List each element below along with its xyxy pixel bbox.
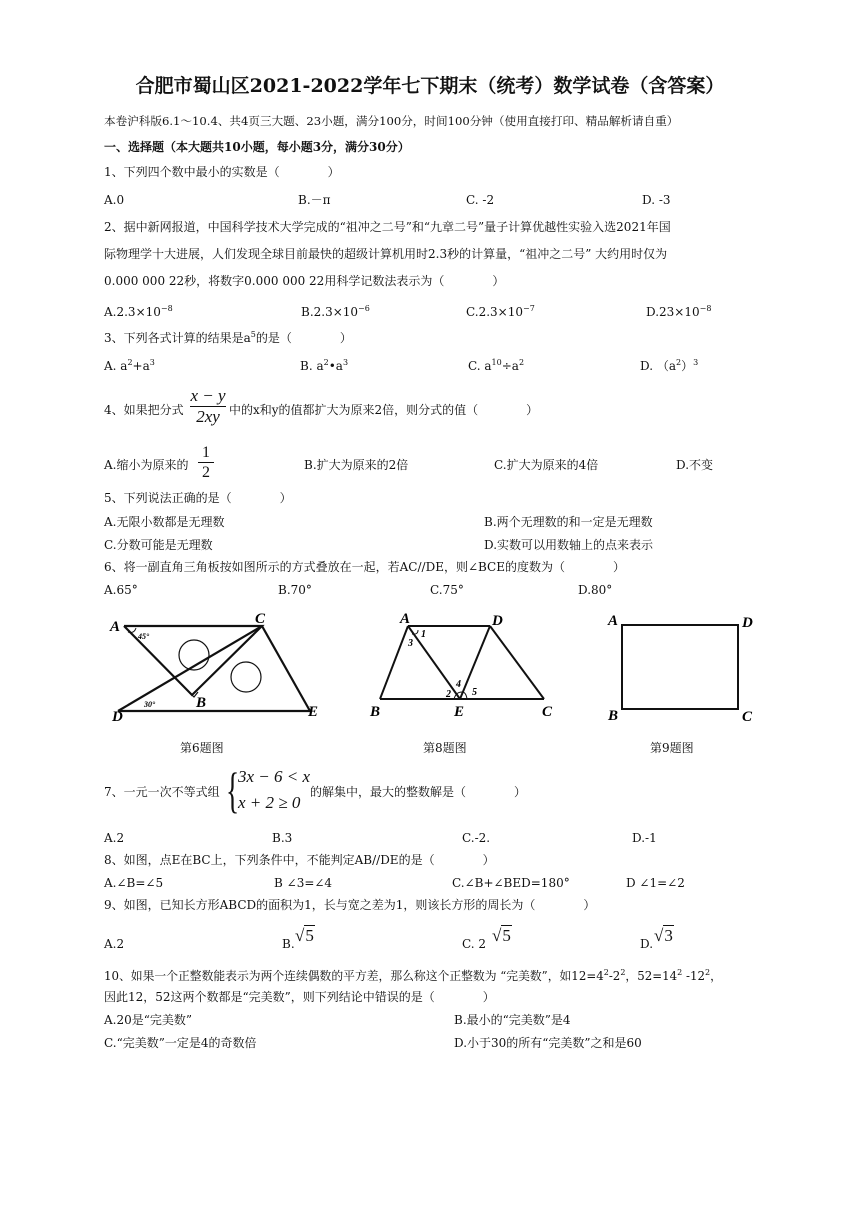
fig8-label-b: B	[370, 704, 381, 720]
q2-option-d: $D.23\times 10^{-8}$	[646, 304, 712, 319]
fig6-label-a: A	[110, 619, 121, 635]
q4-fraction-denominator: 2xy	[190, 406, 226, 427]
q3-stem: 3、下列各式计算的结果是$a^5$的是（ ）	[104, 330, 352, 345]
fig8-label-c: C	[542, 704, 553, 720]
q6-option-b: B.70°	[278, 583, 312, 597]
q2-line-2: 际物理学十大进展，人们发现全球目前最快的超级计算机用时2.3秒的计算量，“祖冲之二号” 大约用时仅为	[104, 247, 668, 261]
q9-stem: 9、如图，已知长方形ABCD的面积为1，长与宽之差为1，则该长方形的周长为（ ）	[104, 898, 596, 912]
q10-option-d: D.小于30的所有“完美数”之和是60	[454, 1036, 642, 1050]
fig9-label-d: D	[742, 615, 753, 631]
q1-stem: 1、下列四个数中最小的实数是（ ）	[104, 165, 340, 179]
q9-option-c: C. 2	[462, 937, 487, 951]
q5-option-a: A.无限小数都是无理数	[104, 515, 225, 529]
q7-option-b: B.3	[272, 831, 293, 845]
fig6-angle-30: 30°	[144, 700, 156, 709]
fig8-angle-5: 5	[472, 687, 477, 698]
fig6-label-d: D	[112, 709, 123, 722]
fig6-label-b: B	[196, 695, 207, 711]
fig8-label-a: A	[400, 611, 411, 627]
q9-option-b-radical: √5	[295, 926, 314, 945]
figure-6-caption: 第6题图	[180, 741, 224, 755]
fig6-angle-45: 45°	[138, 632, 150, 641]
fig8-label-d: D	[492, 613, 503, 629]
q3-option-d: D. $(a^2)^3$	[640, 358, 699, 373]
q8-option-d: D ∠1=∠2	[626, 876, 685, 890]
q5-option-c: C.分数可能是无理数	[104, 538, 213, 552]
q7-brace: {	[226, 762, 240, 818]
exam-info: 本卷沪科版6.1～10.4、共4页三大题、23小题，满分100分，时间100分钟（使用直接打印、精品解析请自重）	[104, 114, 679, 128]
q4-option-a-numerator: 1	[202, 444, 210, 461]
fig9-label-b: B	[608, 708, 619, 724]
q9-option-a: A.2	[104, 937, 125, 951]
q6-option-c: C.75°	[430, 583, 464, 597]
q10-line-1: 10、如果一个正整数能表示为两个连续偶数的平方差，那么称这个正整数为 “完美数”，如$12=4^2-2^2$，$52=14^2$ $-12^2$，	[104, 968, 722, 983]
q4-option-c: C.扩大为原来的4倍	[494, 458, 599, 472]
q7-stem-post: 的解集中，最大的整数解是（ ）	[310, 785, 527, 799]
q7-inequality-1: 3x − 6 < x	[238, 767, 311, 786]
q3-option-a: A. $a^2+a^3$	[104, 358, 155, 373]
q5-option-d: D.实数可以用数轴上的点来表示	[484, 538, 654, 552]
q8-option-b: B ∠3=∠4	[274, 876, 333, 890]
q4-stem-post: 中的x和y的值都扩大为原来2倍，则分式的值（ ）	[229, 403, 539, 417]
q4-fraction	[190, 386, 226, 427]
q10-option-a: A.20是“完美数”	[104, 1013, 193, 1027]
q2-line-3: 0.000 000 22秒，将数字0.000 000 22用科学记数法表示为（ ）	[104, 274, 505, 288]
q8-stem: 8、如图，点E在BC上，下列条件中，不能判定AB//DE的是（ ）	[104, 853, 495, 867]
q4-option-d: D.不变	[676, 458, 714, 472]
q4-option-a-denominator: 2	[198, 462, 214, 482]
section-heading: 一、选择题（本大题共10小题，每小题3分，满分30分）	[104, 140, 410, 154]
q7-option-d: D.-1	[632, 831, 657, 845]
q9-option-b: B.	[282, 937, 295, 951]
q9-option-d-radical: √3	[654, 926, 673, 945]
q4-stem-pre: 4、如果把分式	[104, 403, 184, 417]
q7-inequality-2: x + 2 ≥ 0	[238, 793, 301, 812]
fig8-label-e: E	[454, 704, 465, 720]
figure-9	[604, 608, 764, 726]
page-title: 合肥市蜀山区2021-2022学年七下期末（统考）数学试卷（含答案）	[135, 75, 725, 97]
q1-option-c: C. -2	[466, 193, 495, 207]
figure-8	[366, 608, 566, 720]
q5-option-b: B.两个无理数的和一定是无理数	[484, 515, 653, 529]
q2-option-b: $B.2.3\times 10^{-6}$	[301, 304, 370, 319]
q8-option-c: C.∠B+∠BED=180°	[452, 876, 570, 890]
fig8-angle-4: 4	[456, 679, 461, 690]
q10-option-b: B.最小的“完美数”是4	[454, 1013, 571, 1027]
q4-option-a: A.缩小为原来的	[104, 458, 189, 472]
q7-option-a: A.2	[104, 831, 125, 845]
q3-option-b: B. $a^2•a^3$	[300, 358, 349, 373]
fig8-angle-2: 2	[446, 689, 451, 700]
q1-option-d: D. -3	[642, 193, 671, 207]
fig6-label-c: C	[255, 611, 266, 627]
q4-option-b: B.扩大为原来的2倍	[304, 458, 409, 472]
fig8-angle-1: 1	[421, 629, 426, 640]
q7-stem-pre: 7、一元一次不等式组	[104, 785, 220, 799]
q7-option-c: C.-2.	[462, 831, 491, 845]
fig9-label-c: C	[742, 709, 753, 725]
q6-option-a: A.65°	[104, 583, 138, 597]
q3-option-c: C. $a^{10}\div a^2$	[468, 358, 525, 373]
figure-8-caption: 第8题图	[423, 741, 467, 755]
q9-option-c-radical: √5	[492, 926, 511, 945]
fig9-label-a: A	[608, 613, 619, 629]
q4-option-a-fraction	[198, 443, 214, 482]
q2-option-c: $C.2.3\times 10^{-7}$	[466, 304, 535, 319]
fig8-angle-3: 3	[408, 638, 413, 649]
q10-line-2: 因此12，52这两个数都是“完美数”，则下列结论中错误的是（ ）	[104, 990, 495, 1004]
q6-stem: 6、将一副直角三角板按如图所示的方式叠放在一起，若AC//DE，则∠BCE的度数为（ ）	[104, 560, 625, 574]
q8-option-a: A.∠B=∠5	[104, 876, 164, 890]
q10-option-c: C.“完美数”一定是4的奇数倍	[104, 1036, 257, 1050]
q2-option-a: $A.2.3\times 10^{-8}$	[104, 304, 173, 319]
q9-option-d: D.	[640, 937, 654, 951]
q6-option-d: D.80°	[578, 583, 613, 597]
fig6-label-e: E	[308, 704, 319, 720]
figure-9-caption: 第9题图	[650, 741, 694, 755]
q5-stem: 5、下列说法正确的是（ ）	[104, 491, 292, 505]
q2-line-1: 2、据中新网报道，中国科学技术大学完成的“祖冲之二号”和“九章二号”量子计算优越性实验入选2021年国	[104, 220, 671, 234]
figure-6	[104, 610, 328, 722]
q1-option-b: B.－π	[298, 193, 331, 207]
q4-fraction-numerator: x − y	[190, 386, 226, 405]
q1-option-a: A.0	[104, 193, 125, 207]
